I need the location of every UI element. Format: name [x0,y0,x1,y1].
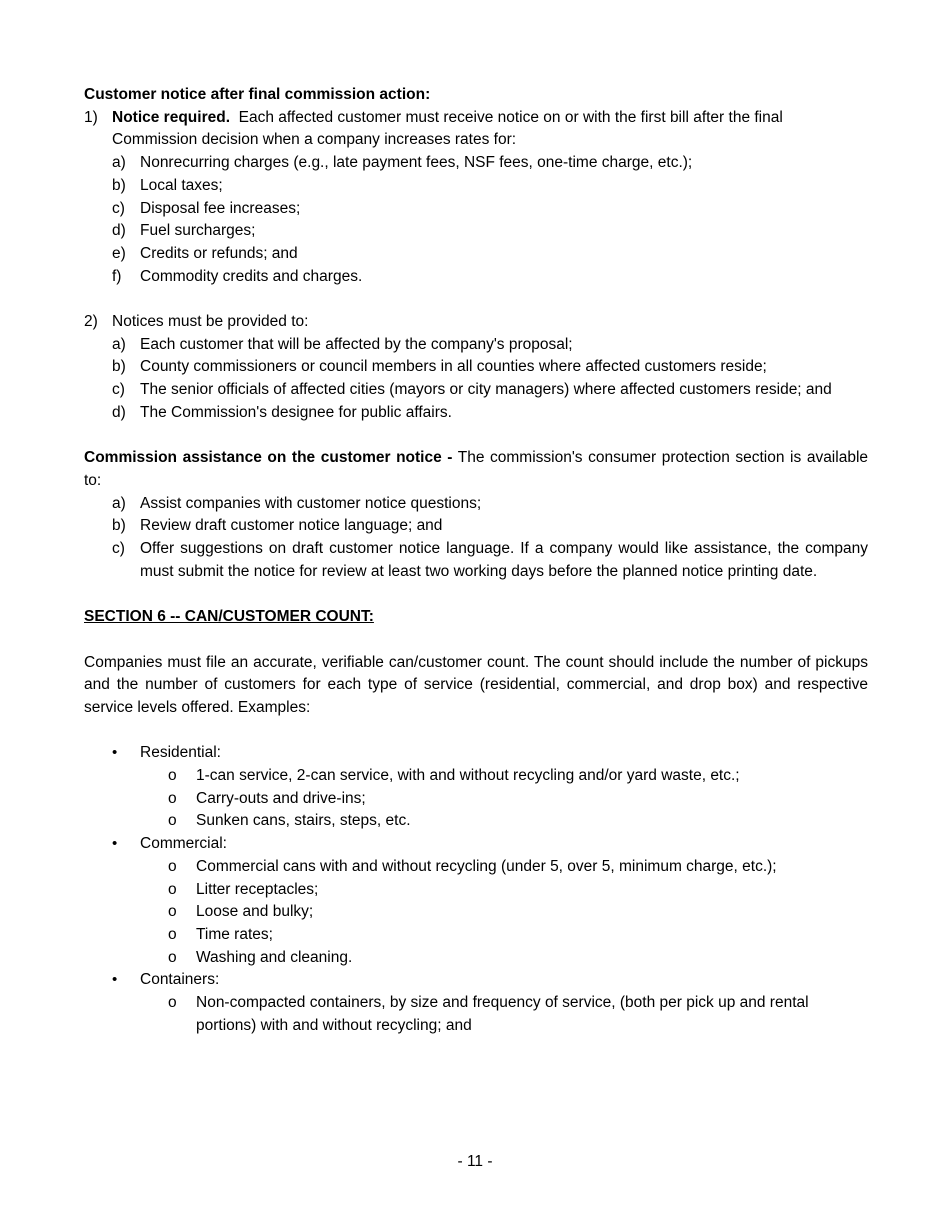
bullet-item-residential [84,742,868,765]
bullet-label: Commercial: [140,835,227,853]
sub-text: County commissioners or council members in all counties where affected customers reside; [140,358,767,376]
sub-item [84,198,868,221]
item-number: 1) [84,108,98,126]
sub-bullet-text: Sunken cans, stairs, steps, etc. [196,812,411,830]
sub-item [84,152,868,175]
item-number: 2) [84,313,98,331]
sub-bullet-item [84,856,868,879]
sub-text: Assist companies with customer notice questions; [140,494,482,512]
item-text: Notices must be provided to: [112,313,309,331]
sub-bullet-text: Litter receptacles; [196,880,319,898]
spacer [84,720,868,743]
sub-marker: d) [112,222,126,240]
assistance-text: The commission's consumer protection section is available to: [84,449,869,489]
sub-bullet-text: Loose and bulky; [196,903,314,921]
sub-bullet-item [84,765,868,788]
sub-text: Review draft customer notice language; and [140,517,443,535]
document-page [84,84,868,1037]
sub-text: Each customer that will be affected by the company's proposal; [140,335,573,353]
bullet-item-containers [84,969,868,992]
sub-marker: c) [112,381,125,399]
sub-marker: b) [112,517,126,535]
sub-marker: c) [112,540,125,558]
sub-item [84,538,868,583]
sub-marker: f) [112,267,122,285]
sub-bullet-item [84,901,868,924]
bullet-icon: • [112,971,118,989]
sublist-assistance [84,493,868,584]
sub-marker: b) [112,176,126,194]
sub-bullet-item [84,810,868,833]
circle-bullet-icon: o [168,880,177,898]
sub-bullet-item [84,947,868,970]
sub-marker: d) [112,403,126,421]
sub-bullet-text: Time rates; [196,925,273,943]
sub-text: Offer suggestions on draft customer notice language. If a company would like assistance, the company must submit the notice for review at least two working days before the planned notice printing date. [140,540,868,580]
spacer [84,629,868,652]
sub-item [84,402,868,425]
sub-item [84,243,868,266]
bullet-label: Residential: [140,744,221,762]
circle-bullet-icon: o [168,812,177,830]
circle-bullet-icon: o [168,925,177,943]
sub-item [84,220,868,243]
sub-bullet-item [84,788,868,811]
circle-bullet-icon: o [168,789,177,807]
numbered-item-2 [84,311,868,334]
service-groups [84,742,868,1037]
assistance-lead: Commission assistance on the customer notice - [84,449,453,467]
sub-item [84,379,868,402]
sub-bullet-item [84,992,868,1037]
numbered-item-1 [84,107,868,152]
sublist-item-1 [84,152,868,288]
sub-marker: c) [112,199,125,217]
sub-marker: a) [112,335,126,353]
sub-marker: b) [112,358,126,376]
page-number: - 11 - [457,1153,493,1170]
bullet-item-commercial [84,833,868,856]
sub-item [84,334,868,357]
sub-item [84,356,868,379]
item-body: Each affected customer must receive notice on or with the first bill after the final Commission decision when a company increases rates for: [112,108,788,149]
sub-bullet-text: Commercial cans with and without recycling (under 5, over 5, minimum charge, etc.); [196,857,777,875]
sub-marker: e) [112,244,126,262]
sublist-item-2 [84,334,868,425]
spacer [84,425,868,448]
circle-bullet-icon: o [168,767,177,785]
spacer [84,288,868,311]
item-lead: Notice required. [112,108,230,126]
sub-text: Fuel surcharges; [140,222,256,240]
circle-bullet-icon: o [168,857,177,875]
bullet-icon: • [112,835,118,853]
circle-bullet-icon: o [168,948,177,966]
sub-item [84,493,868,516]
section-6-intro: Companies must file an accurate, verifiable can/customer count. The count should include the number of pickups and the number of customers for each type of service (residential, commercial, and drop box) and respective service levels offered. Examples: [84,653,868,716]
circle-bullet-icon: o [168,994,177,1012]
sub-marker: a) [112,494,126,512]
sub-bullet-text: 1-can service, 2-can service, with and without recycling and/or yard waste, etc.; [196,767,740,785]
sub-item [84,515,868,538]
bullet-label: Containers: [140,971,220,989]
sub-text: Credits or refunds; and [140,244,298,262]
bullet-icon: • [112,744,118,762]
circle-bullet-icon: o [168,903,177,921]
notice-heading: Customer notice after final commission action: [84,86,431,103]
section-6-heading: SECTION 6 -- CAN/CUSTOMER COUNT: [84,608,374,626]
sub-text: Commodity credits and charges. [140,267,363,285]
sub-bullet-text: Carry-outs and drive-ins; [196,789,366,807]
sub-marker: a) [112,154,126,172]
sub-item [84,266,868,289]
sub-text: Nonrecurring charges (e.g., late payment fees, NSF fees, one-time charge, etc.); [140,154,693,172]
sub-text: Disposal fee increases; [140,199,301,217]
sub-bullet-item [84,879,868,902]
sub-bullet-text: Non-compacted containers, by size and frequency of service, (both per pick up and rental portions) with and without recycling; and [196,994,809,1034]
sub-text: Local taxes; [140,176,223,194]
sub-item [84,175,868,198]
sub-bullet-text: Washing and cleaning. [196,948,353,966]
spacer [84,583,868,606]
sub-text: The senior officials of affected cities (mayors or city managers) where affected customers reside; and [140,381,832,399]
sub-bullet-item [84,924,868,947]
sub-text: The Commission's designee for public affairs. [140,403,452,421]
item-text [112,107,868,152]
assistance-paragraph [84,447,868,492]
